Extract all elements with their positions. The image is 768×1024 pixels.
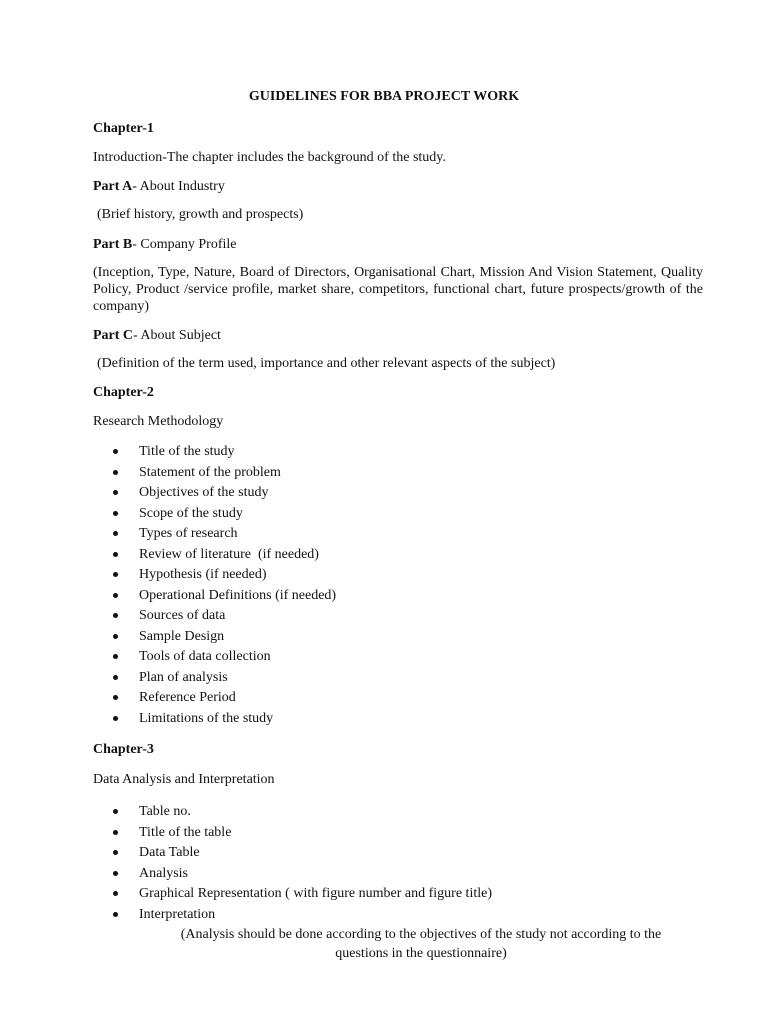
- list-item: [93, 824, 492, 845]
- list-item-text: Hypothesis (if needed): [139, 567, 267, 582]
- list-item-text: Interpretation: [139, 906, 216, 922]
- bullet-icon: [113, 891, 118, 896]
- list-item-text: Objectives of the study: [139, 485, 269, 500]
- list-item-text: Title of the table: [139, 824, 232, 840]
- list-item: [93, 648, 336, 669]
- bullet-icon: [113, 572, 118, 577]
- list-item: [93, 906, 492, 927]
- bullet-icon: [113, 511, 118, 516]
- list-item-text: Sources of data: [139, 608, 226, 623]
- analysis-note-line-2: questions in the questionnaire): [335, 946, 507, 961]
- part-b-detail: (Inception, Type, Nature, Board of Directors, Organisational Chart, Mission And Vision Statement, Quality Policy, Product /service profile, market share, competitors, functional chart, future prospects/growth of the company): [93, 265, 703, 314]
- chapter-2-subtitle: Research Methodology: [93, 414, 224, 429]
- list-item-text: Sample Design: [139, 628, 225, 644]
- list-item: [93, 669, 336, 690]
- list-item-text: Tools of data collection: [139, 649, 271, 664]
- list-item-text: Operational Definitions (if needed): [139, 587, 337, 603]
- part-c-label: Part C: [93, 328, 134, 343]
- bullet-icon: [113, 654, 118, 659]
- part-a-label: Part A: [93, 179, 133, 194]
- list-item-text: Analysis: [139, 865, 188, 881]
- list-item: [93, 587, 336, 608]
- bullet-icon: [113, 809, 118, 814]
- list-item: [93, 505, 336, 526]
- chapter-3-heading: Chapter-3: [93, 742, 154, 757]
- part-b-text: - Company Profile: [132, 237, 237, 252]
- list-item: [93, 803, 492, 824]
- part-a-text: - About Industry: [132, 179, 225, 194]
- bullet-icon: [113, 871, 118, 876]
- list-item: [93, 464, 336, 485]
- part-b-line: [93, 236, 703, 253]
- part-b-label: Part B: [93, 237, 133, 252]
- part-c-text: - About Subject: [133, 328, 221, 343]
- list-item-text: Reference Period: [139, 690, 236, 705]
- chapter-2-list: [93, 443, 336, 730]
- list-item: [93, 844, 492, 865]
- chapter-3-list: [93, 803, 492, 926]
- bullet-icon: [113, 470, 118, 475]
- list-item: [93, 546, 336, 567]
- bullet-icon: [113, 830, 118, 835]
- bullet-icon: [113, 634, 118, 639]
- list-item: [93, 566, 336, 587]
- list-item: [93, 607, 336, 628]
- list-item-text: Types of research: [139, 526, 238, 541]
- chapter-1-intro: Introduction-The chapter includes the background of the study.: [93, 150, 446, 165]
- bullet-icon: [113, 552, 118, 557]
- bullet-icon: [113, 675, 118, 680]
- analysis-note-line-1: (Analysis should be done according to the objectives of the study not according to the: [180, 927, 662, 942]
- list-item: [93, 484, 336, 505]
- part-c-line: [93, 327, 703, 344]
- list-item-text: Statement of the problem: [139, 464, 281, 480]
- bullet-icon: [113, 490, 118, 495]
- list-item: [93, 443, 336, 464]
- part-c-detail: (Definition of the term used, importance and other relevant aspects of the subject): [97, 356, 556, 371]
- bullet-icon: [113, 593, 118, 598]
- list-item: [93, 525, 336, 546]
- bullet-icon: [113, 912, 118, 917]
- bullet-icon: [113, 850, 118, 855]
- list-item-text: Title of the study: [139, 444, 235, 459]
- list-item: [93, 689, 336, 710]
- chapter-3-subtitle: Data Analysis and Interpretation: [93, 772, 275, 787]
- list-item: [93, 628, 336, 649]
- list-item-text: Graphical Representation ( with figure number and figure title): [139, 886, 492, 901]
- bullet-icon: [113, 531, 118, 536]
- part-a-line: [93, 178, 703, 195]
- part-a-detail: (Brief history, growth and prospects): [97, 207, 304, 222]
- bullet-icon: [113, 716, 118, 721]
- list-item-text: Limitations of the study: [139, 710, 274, 726]
- list-item: [93, 865, 492, 886]
- chapter-1-heading: Chapter-1: [93, 121, 154, 136]
- list-item-text: Data Table: [139, 845, 200, 860]
- list-item-text: Table no.: [139, 804, 191, 819]
- list-item-text: Plan of analysis: [139, 669, 228, 685]
- bullet-icon: [113, 613, 118, 618]
- list-item-text: Review of literature (if needed): [139, 546, 319, 562]
- page-title: GUIDELINES FOR BBA PROJECT WORK: [248, 89, 520, 104]
- bullet-icon: [113, 449, 118, 454]
- list-item-text: Scope of the study: [139, 505, 243, 521]
- chapter-2-heading: Chapter-2: [93, 385, 154, 400]
- list-item: [93, 885, 492, 906]
- bullet-icon: [113, 695, 118, 700]
- list-item: [93, 710, 336, 731]
